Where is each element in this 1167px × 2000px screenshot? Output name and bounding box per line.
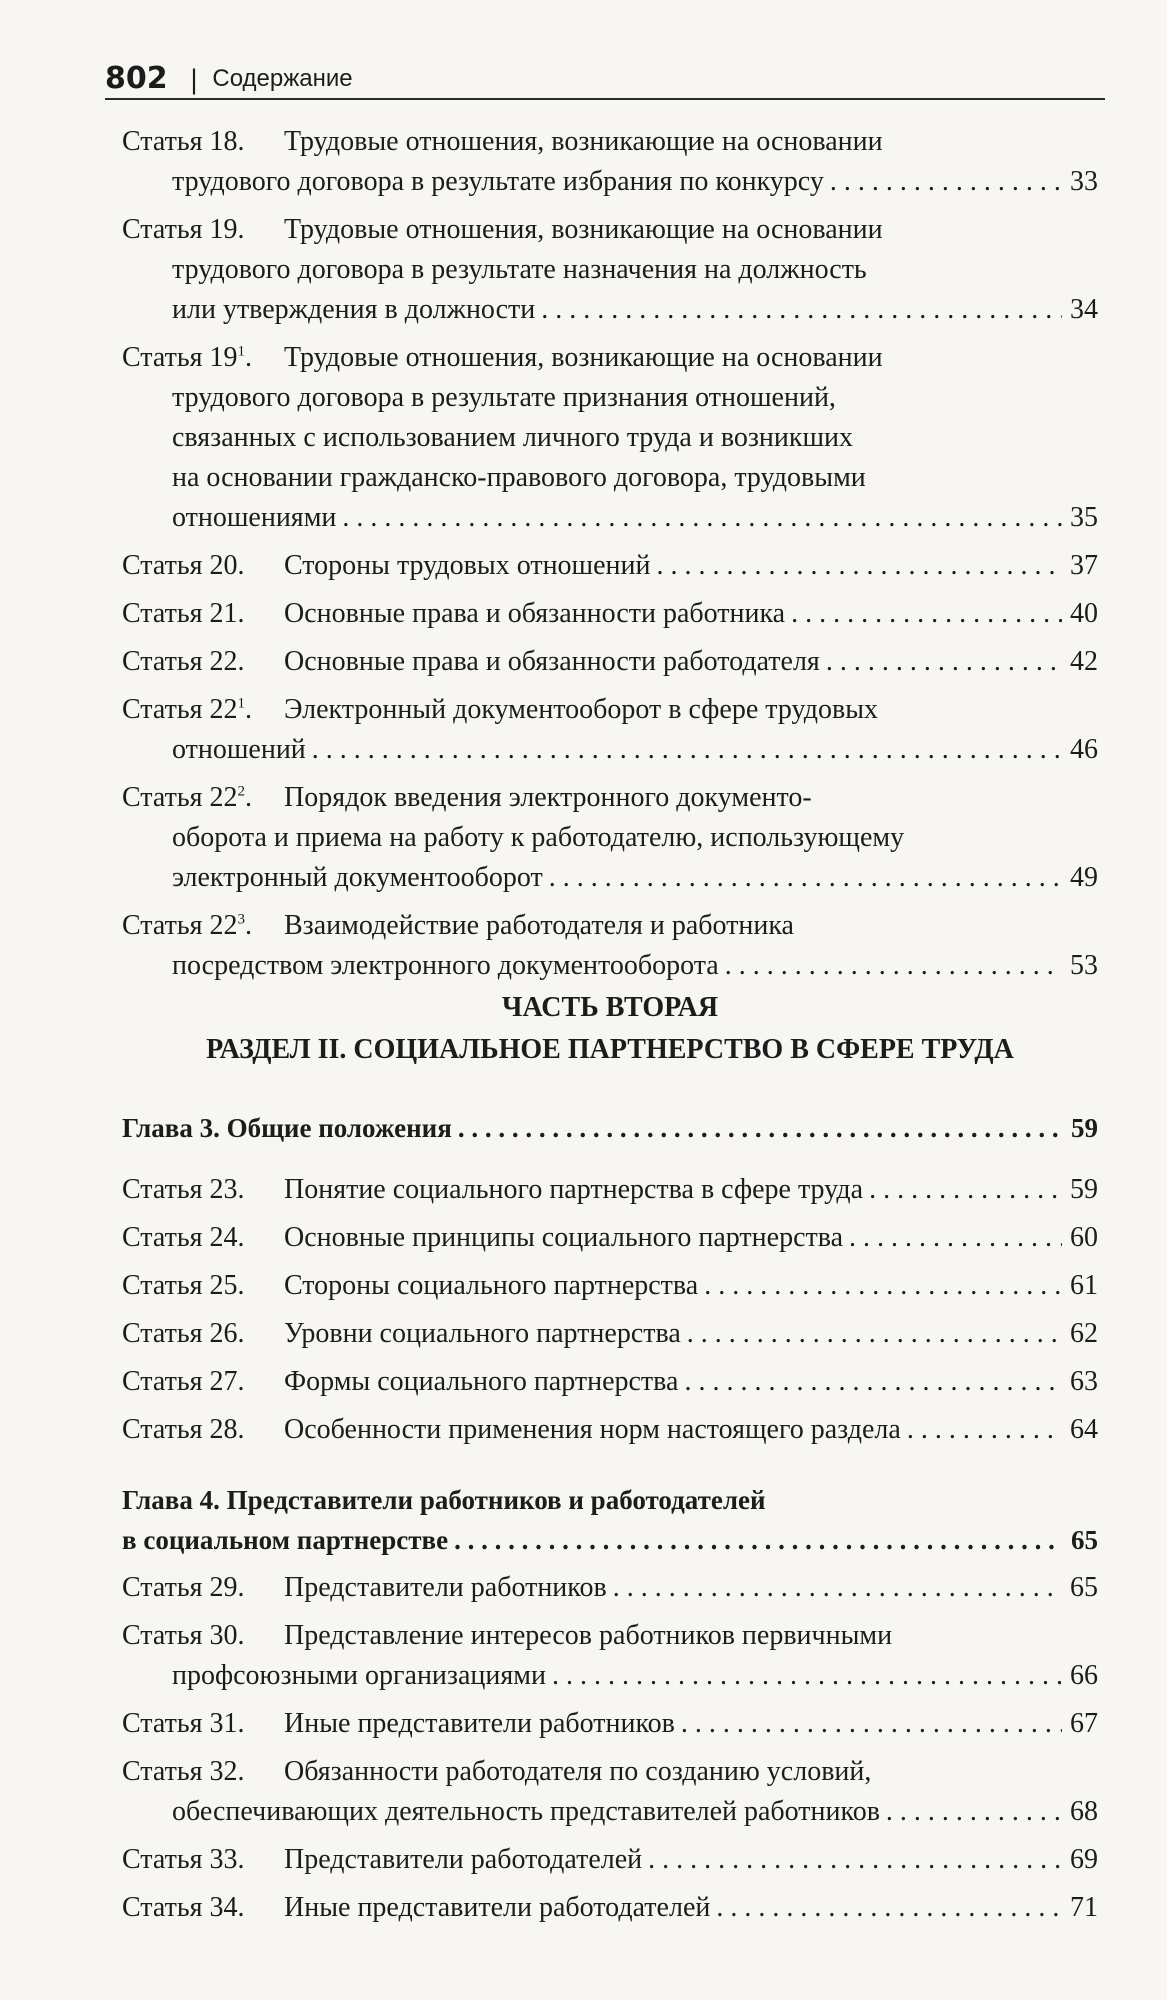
entry-title: Стороны социального партнерства: [284, 1270, 699, 1301]
entry-title: Стороны трудовых отношений: [284, 550, 651, 581]
dot-leader: [704, 1266, 1062, 1306]
entry-title: или утверждения в должности: [172, 294, 536, 325]
toc-line: [122, 1218, 1098, 1258]
article-number: Статья 29.: [122, 1572, 245, 1603]
toc-entry: [122, 690, 1098, 770]
toc-entry: [122, 642, 1098, 682]
article-number: Статья 34.: [122, 1892, 245, 1923]
entry-title: Особенности применения норм настоящего раздела: [284, 1414, 901, 1445]
article-label: [122, 642, 284, 682]
entry-title: посредством электронного документооборота: [172, 950, 719, 981]
toc-line: [122, 378, 1098, 418]
page-reference: 68: [1070, 1796, 1098, 1827]
toc-line: [122, 1410, 1098, 1450]
article-label: [122, 1218, 284, 1258]
article-label: [122, 1704, 284, 1744]
article-label: [122, 1314, 284, 1354]
entry-title: обеспечивающих деятельность представителей работников: [172, 1796, 880, 1827]
page-reference: 67: [1070, 1708, 1098, 1739]
page-reference: 60: [1070, 1222, 1098, 1253]
entry-title: Представление интересов работников первичными: [284, 1620, 893, 1651]
dot-leader: [342, 498, 1062, 538]
entry-title: Обязанности работодателя по созданию условий,: [284, 1756, 872, 1787]
article-label: Статья $22^2$.: [122, 782, 252, 813]
toc-line: [122, 906, 1098, 946]
entry-title: Основные принципы социального партнерства: [284, 1222, 844, 1253]
toc-line: [122, 250, 1098, 290]
article-label: Статья $22^3$.: [122, 910, 252, 941]
article-number: Статья 19.: [122, 214, 245, 245]
toc-line: [122, 546, 1098, 586]
toc-line: [122, 338, 1098, 378]
article-superscript: 3: [237, 911, 245, 928]
article-label: [122, 1266, 284, 1306]
toc-entry: [122, 338, 1098, 538]
page-reference: 65: [1071, 1525, 1098, 1555]
article-number: Статья 18.: [122, 126, 245, 157]
article-number: Статья 32.: [122, 1756, 245, 1787]
toc-line: [122, 1108, 1098, 1148]
toc-line: [122, 946, 1098, 986]
toc-line: [122, 594, 1098, 634]
toc-line: [122, 1480, 1098, 1520]
toc-line: [122, 778, 1098, 818]
toc-line: [122, 1656, 1098, 1696]
article-label: [122, 1410, 284, 1450]
page-reference: 64: [1070, 1414, 1098, 1445]
dot-leader: [849, 1218, 1062, 1258]
entry-title: в социальном партнерстве: [122, 1525, 449, 1555]
article-number: Статья 30.: [122, 1620, 245, 1651]
article-number: Статья 28.: [122, 1414, 245, 1445]
entry-title: Порядок введения электронного документо-: [284, 782, 812, 813]
entry-title: Взаимодействие работодателя и работника: [284, 910, 794, 941]
toc-line: [122, 1170, 1098, 1210]
toc-line: [122, 1568, 1098, 1608]
page-number: 802: [105, 61, 168, 96]
page-reference: 37: [1070, 550, 1098, 581]
article-label: Статья $19^1$.: [122, 342, 252, 373]
dot-leader: [541, 290, 1062, 330]
dot-leader: [791, 594, 1062, 634]
article-label: [122, 1888, 284, 1928]
part-title: ЧАСТЬ ВТОРАЯ: [501, 992, 719, 1023]
toc-entry: [122, 1704, 1098, 1744]
entry-title: трудового договора в результате назначения на должность: [172, 254, 867, 285]
dot-leader: [869, 1170, 1062, 1210]
dot-leader: [681, 1704, 1062, 1744]
article-number: Статья 21.: [122, 598, 245, 629]
toc-entry: [122, 122, 1098, 202]
dot-leader: [716, 1888, 1062, 1928]
article-number: Статья 20.: [122, 550, 245, 581]
toc-entry: [122, 1218, 1098, 1258]
page-reference: 59: [1070, 1174, 1098, 1205]
entry-title: Глава 3. Общие положения: [122, 1113, 452, 1143]
dot-leader: [613, 1568, 1062, 1608]
page-reference: 62: [1070, 1318, 1098, 1349]
page-reference: 53: [1070, 950, 1098, 981]
article-label: [122, 122, 284, 162]
entry-title: Основные права и обязанности работодателя: [284, 646, 820, 677]
toc-line: [122, 858, 1098, 898]
article-superscript: 1: [237, 343, 245, 360]
page-reference: 33: [1070, 166, 1098, 197]
page-header: [105, 58, 1105, 100]
entry-title: электронный документооборот: [172, 862, 543, 893]
entry-title: трудового договора в результате признания отношений,: [172, 382, 836, 413]
toc-line: [122, 122, 1098, 162]
entry-title: профсоюзными организациями: [172, 1660, 546, 1691]
toc-entry: [122, 210, 1098, 330]
dot-leader: [684, 1362, 1062, 1402]
toc-line: [122, 418, 1098, 458]
article-number: Статья 22: [122, 910, 238, 941]
dot-leader: [725, 946, 1062, 986]
article-number: Статья 22: [122, 782, 238, 813]
toc-entry: [122, 1752, 1098, 1832]
article-label: Статья $22^1$.: [122, 694, 252, 725]
toc-entry: [122, 1266, 1098, 1306]
chapter-entry: [122, 1480, 1098, 1560]
dot-leader: [886, 1792, 1062, 1832]
article-number: Статья 25.: [122, 1270, 245, 1301]
entry-title: Трудовые отношения, возникающие на основании: [284, 214, 883, 245]
entry-title: Представители работодателей: [284, 1844, 643, 1875]
article-number: Статья 27.: [122, 1366, 245, 1397]
dot-leader: [907, 1410, 1062, 1450]
toc-line: [122, 458, 1098, 498]
dot-leader: [454, 1520, 1062, 1560]
toc-line: [122, 1888, 1098, 1928]
article-label: [122, 1752, 284, 1792]
page-reference: 49: [1070, 862, 1098, 893]
article-number: Статья 19: [122, 342, 238, 373]
page-reference: 65: [1070, 1572, 1098, 1603]
page-reference: 63: [1070, 1366, 1098, 1397]
entry-title: Иные представители работодателей: [284, 1892, 711, 1923]
dot-leader: [648, 1840, 1062, 1880]
dot-leader: [552, 1656, 1062, 1696]
entry-title: Трудовые отношения, возникающие на основании: [284, 342, 883, 373]
dot-leader: [549, 858, 1062, 898]
toc-line: [122, 1266, 1098, 1306]
entry-title: отношений: [172, 734, 306, 765]
entry-title: Глава 4. Представители работников и работодателей: [122, 1485, 766, 1515]
toc-line: [122, 730, 1098, 770]
toc-line: [122, 642, 1098, 682]
article-superscript: 1: [237, 695, 245, 712]
toc-line: [122, 818, 1098, 858]
article-number: Статья 26.: [122, 1318, 245, 1349]
article-label: [122, 1840, 284, 1880]
entry-title: трудового договора в результате избрания по конкурсу: [172, 166, 824, 197]
toc-entry: [122, 1170, 1098, 1210]
article-label: [122, 594, 284, 634]
entry-title: связанных с использованием личного труда и возникших: [172, 422, 854, 453]
toc-entry: [122, 546, 1098, 586]
entry-title: Основные права и обязанности работника: [284, 598, 786, 629]
article-number: Статья 31.: [122, 1708, 245, 1739]
page-reference: 46: [1070, 734, 1098, 765]
dot-leader: [458, 1108, 1062, 1148]
toc-entry: [122, 778, 1098, 898]
article-label: [122, 546, 284, 586]
toc-line: [122, 690, 1098, 730]
page-reference: 42: [1070, 646, 1098, 677]
chapter-entry: [122, 1108, 1098, 1148]
article-label: [122, 1616, 284, 1656]
toc-line: [122, 1704, 1098, 1744]
article-label: [122, 1568, 284, 1608]
article-number: Статья 22.: [122, 646, 245, 677]
page-reference: 69: [1070, 1844, 1098, 1875]
article-number: Статья 24.: [122, 1222, 245, 1253]
page-reference: 40: [1070, 598, 1098, 629]
entry-title: оборота и приема на работу к работодателю, использующему: [172, 822, 905, 853]
toc-entry: [122, 1410, 1098, 1450]
toc-entry: [122, 906, 1098, 986]
article-number: Статья 22: [122, 694, 238, 725]
entry-title: отношениями: [172, 502, 337, 533]
dot-leader: [657, 546, 1063, 586]
page-reference: 61: [1070, 1270, 1098, 1301]
entry-title: Электронный документооборот в сфере трудовых: [284, 694, 879, 725]
page-reference: 34: [1070, 294, 1098, 325]
entry-title: Формы социального партнерства: [284, 1366, 679, 1397]
page-reference: 71: [1070, 1892, 1098, 1923]
entry-title: на основании гражданско-правового договора, трудовыми: [172, 462, 866, 493]
page-reference: 59: [1071, 1113, 1098, 1143]
toc-line: [122, 290, 1098, 330]
toc-line: [122, 1314, 1098, 1354]
toc-block-social-partnership: [122, 1108, 1098, 1936]
toc-line: [122, 498, 1098, 538]
article-label: [122, 1170, 284, 1210]
toc-line: [122, 1362, 1098, 1402]
running-title: Содержание: [212, 65, 353, 92]
page-reference: 35: [1070, 502, 1098, 533]
article-label: [122, 210, 284, 250]
dot-leader: [687, 1314, 1062, 1354]
toc-line: [122, 1752, 1098, 1792]
page-reference: 66: [1070, 1660, 1098, 1691]
toc-line: [122, 162, 1098, 202]
dot-leader: [830, 162, 1062, 202]
toc-line: [122, 1840, 1098, 1880]
entry-title: Трудовые отношения, возникающие на основании: [284, 126, 883, 157]
toc-line: [122, 1520, 1098, 1560]
section-title: РАЗДЕЛ II. СОЦИАЛЬНОЕ ПАРТНЕРСТВО В СФЕРЕ ТРУДА: [206, 1034, 1014, 1065]
article-number: Статья 33.: [122, 1844, 245, 1875]
toc-entry: [122, 1616, 1098, 1696]
toc-entry: [122, 1840, 1098, 1880]
toc-entry: [122, 1888, 1098, 1928]
article-label: [122, 1362, 284, 1402]
toc-line: [122, 1616, 1098, 1656]
toc-entry: [122, 1314, 1098, 1354]
toc-entry: [122, 1568, 1098, 1608]
entry-title: Уровни социального партнерства: [284, 1318, 681, 1349]
header-separator: |: [189, 65, 199, 95]
toc-block-general: [122, 122, 1098, 994]
toc-line: [122, 1792, 1098, 1832]
article-superscript: 2: [237, 783, 245, 800]
entry-title: Понятие социального партнерства в сфере труда: [284, 1174, 864, 1205]
entry-title: Представители работников: [284, 1572, 607, 1603]
article-number: Статья 23.: [122, 1174, 245, 1205]
dot-leader: [826, 642, 1062, 682]
toc-entry: [122, 1362, 1098, 1402]
toc-entry: [122, 594, 1098, 634]
entry-title: Иные представители работников: [284, 1708, 675, 1739]
dot-leader: [312, 730, 1062, 770]
toc-line: [122, 210, 1098, 250]
